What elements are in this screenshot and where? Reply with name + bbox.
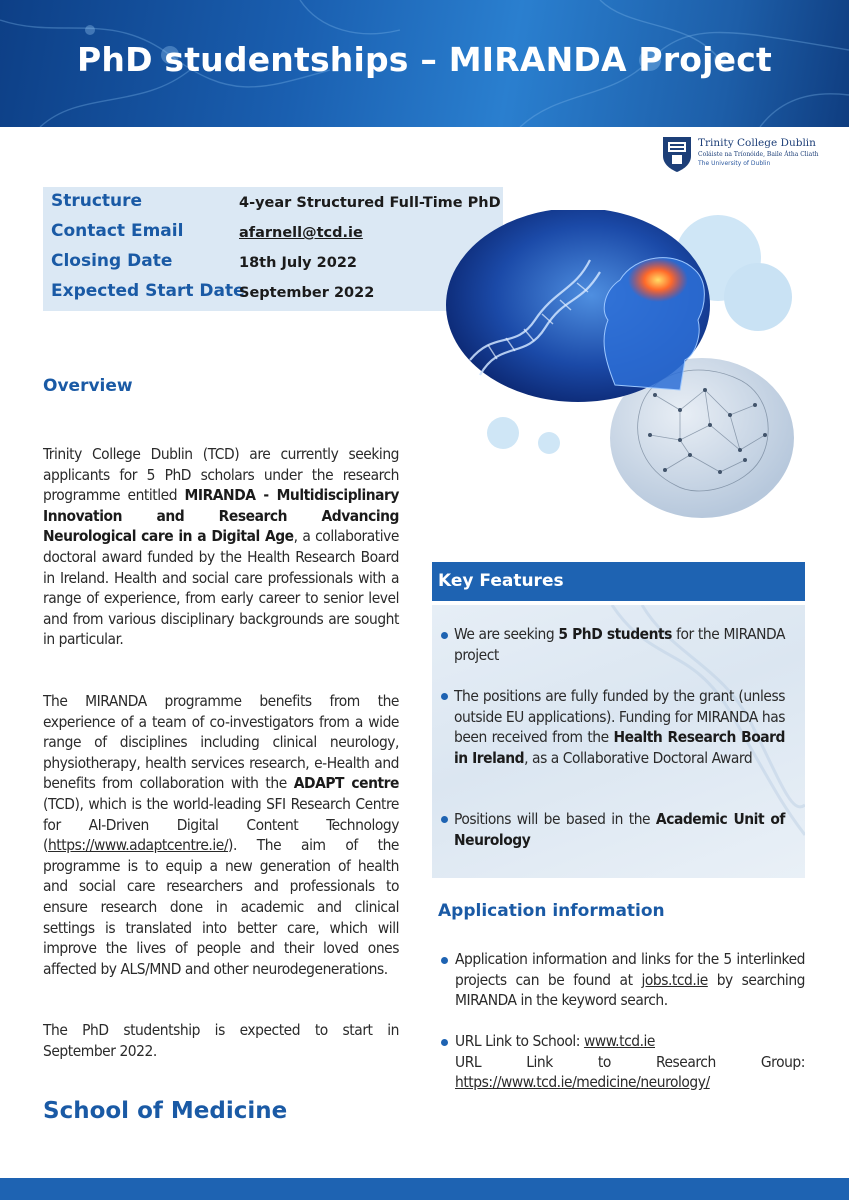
header-banner bbox=[0, 0, 849, 127]
summary-row-structure bbox=[43, 189, 503, 219]
summary-row-closing-date bbox=[43, 249, 503, 279]
school-url-link[interactable]: www.tcd.ie bbox=[583, 1032, 655, 1050]
structure-value: 4-year Structured Full-Time PhD bbox=[239, 195, 501, 211]
jobs-tcd-link[interactable]: jobs.tcd.ie bbox=[641, 970, 708, 989]
application-info-heading: Application information bbox=[438, 901, 665, 921]
start-date-label: Expected Start Date bbox=[51, 281, 245, 301]
key-feature-item-2: The positions are fully funded by the grant (unless outside EU applications). Funding for MIRANDA has been received from the Health Research Board in Ireland, as a Collaborative Doctoral Award bbox=[454, 687, 785, 767]
brain-dna-illustration bbox=[440, 210, 840, 530]
miranda-programme-title: MIRANDA - Multidisciplinary Innovation and Research Advancing Neurological care in a Digital Age bbox=[43, 486, 399, 546]
overview-heading: Overview bbox=[43, 376, 133, 396]
crest-icon bbox=[662, 136, 692, 173]
application-item-1: Application information and links for the 5 interlinked projects can be found at jobs.tcd.ie by searching MIRANDA in the keyword search. bbox=[455, 950, 805, 1010]
trinity-college-logo bbox=[662, 136, 819, 176]
contact-email-label: Contact Email bbox=[51, 221, 184, 241]
bullet-marker bbox=[441, 693, 448, 700]
key-feature-item-3: Positions will be based in the Academic Unit of Neurology bbox=[454, 810, 785, 849]
start-date-value: September 2022 bbox=[239, 285, 375, 301]
page-title: PhD studentships – MIRANDA Project bbox=[77, 40, 772, 79]
logo-irish-name: Coláiste na Tríonóide, Baile Átha Cliath bbox=[698, 151, 819, 158]
key-features-heading: Key Features bbox=[432, 562, 805, 601]
closing-date-label: Closing Date bbox=[51, 251, 173, 271]
bullet-marker bbox=[441, 1039, 448, 1046]
research-group-url-link[interactable]: https://www.tcd.ie/medicine/neurology/ bbox=[455, 1073, 710, 1092]
summary-row-start-date bbox=[43, 279, 503, 309]
contact-email-link[interactable]: afarnell@tcd.ie bbox=[239, 225, 363, 241]
summary-table bbox=[43, 187, 503, 311]
overview-paragraph-3: The PhD studentship is expected to start in September 2022. bbox=[43, 1021, 399, 1060]
logo-name: Trinity College Dublin bbox=[698, 137, 816, 149]
school-name: School of Medicine bbox=[43, 1098, 288, 1124]
bullet-marker bbox=[441, 632, 448, 639]
summary-row-contact-email bbox=[43, 219, 503, 249]
closing-date-value: 18th July 2022 bbox=[239, 255, 358, 271]
adapt-centre-name: ADAPT centre bbox=[293, 774, 399, 793]
structure-label: Structure bbox=[51, 191, 143, 211]
key-feature-item-1: We are seeking 5 PhD students for the MIRANDA project bbox=[454, 625, 785, 664]
research-group-url-line: URL Link to Research Group: https://www.tcd.ie/medicine/neurology/ bbox=[455, 1052, 805, 1092]
footer-bar bbox=[0, 1178, 849, 1200]
bullet-marker bbox=[441, 816, 448, 823]
bullet-marker bbox=[441, 957, 448, 964]
adapt-centre-link[interactable]: https://www.adaptcentre.ie/ bbox=[47, 836, 229, 855]
logo-subtitle: The University of Dublin bbox=[698, 160, 771, 167]
overview-paragraph-2: The MIRANDA programme benefits from the experience of a team of co-investigators from a wide range of disciplines including clinical neurology, physiotherapy, health services research, e-Health and benefits from collaboration with the ADAPT centre (TCD), which is the world-leading SFI Research Centre for AI-Driven Digital Content Technology (https://www.adaptcentre.ie/). The aim of the programme is to equip a new generation of health and social care researchers and professionals to ensure research done in academic and clinical settings is translated into better care, which will improve the lives of people and their loved ones affected by ALS/MND and other neurodegenerations. bbox=[43, 692, 399, 978]
overview-paragraph-1: Trinity College Dublin (TCD) are currently seeking applicants for 5 PhD scholars under the research programme entitled MIRANDA - Multidisciplinary Innovation and Research Advancing Neurological care in a Digital Age, a collaborative doctoral award funded by the Health Research Board in Ireland. Health and social care professionals with a range of experience, from early career to senior level and from various disciplinary backgrounds are sought in particular. bbox=[43, 445, 399, 649]
school-url-line: URL Link to School: www.tcd.ie bbox=[455, 1032, 655, 1050]
application-item-2 bbox=[455, 1031, 805, 1093]
